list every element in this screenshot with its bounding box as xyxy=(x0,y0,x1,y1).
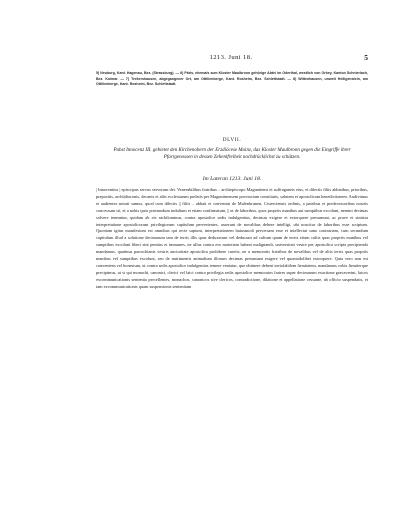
document-body xyxy=(96,187,368,291)
document-number: DLVII. xyxy=(222,137,242,143)
footnotes xyxy=(96,71,368,88)
document-dating: Im Lateran 1213. Juni 18. xyxy=(202,176,262,182)
page-number: 5 xyxy=(364,53,368,62)
running-head-date: 1213. Juni 18. xyxy=(209,54,253,61)
body-paragraph: | Innocentius | episcopus servus servorum dei. Venerabilibus fratribus .. archiepiscopo Maguntiensi et suffraganeis eius, et dilectis filiis abbatibus, prioribus, prepositis, archi|diaconis, decanis et aliis ecclesiarum prelatis per Maguntinensem provinciam constitutis, salutem et apostolicam benedictionem. Audivimus et audientes mirati sumus, quod cum dilectis || filiis .. abbati et conventui de Mulenbrunen, Cisterciensis ordinis, a patribus et predecessoribus nostris concessum sit, et a nobis ipsis postmodum indultum et etiam confirmatum, || ut de laboribus, quos propriis manibus aut sumptibus excolunt, nemini decimas solvere teneantur, quidam ab eis nichilominus, contra apostolice sedis indulgentias, decimas exigere et extorquere presumunt, ac prave et sinistra interpretatione apostolicorum privilegiorum capitulum pervertentes, asserunt de novalibus debere intelligi, ubi noscitur de laboribus esse scriptum. Quoniam igitur manifestum est omnibus qui recte sapiunt, interpretationem huiusmodi perversam esse et intellectui sano contrariam, cum secundum capitulum illud a solutione decimarum tam de terris illis quas deduxerunt vel deducunt ad cultum quam de terris etiam cultis quas propriis manibus vel sumptibus excolunt liberi sint penitus et immunes, ne ullus contra eos materiam habeat malignandi, universitati vestre per apostolica scripta precipiendo mandamus, quatinus parrochianis vestris auctoritate apostolica prohibere curetis, ne a memoratis fratribus de novalibus vel de aliis terris quas propriis manibus vel sumptibus excolunt, seu de nutrimentis animalium illorum decimas presumant exigere vel quomodolibet extorquere. Quia vero non est conveniens vel honestum, ut contra sedis apostolice indulgentias temere veniatur, que obtinere debent inviolabilem firmitatem, mandamus vobis firmiterque precipimus, ut si qui monachi, canonici, clerici vel laici contra privilegia sedis apostolice memoratos fratres super decimarum exactione gravaverint, laicos excommunicationis sententia percellentes, monachos, canonicos sive clericos, contradictione, dilatione et appellatione cessante, ab officio suspendatis, et tam excommunicationis quam suspensionis sententiam xyxy=(96,187,368,289)
running-head xyxy=(96,54,366,64)
document-regest: Pabst Innocenz III. gebietet den Kirchenobern der Erzdiöcese Mainz, das Kloster Maulbronn gegen die Eingriffe ihrer Pfarrgenossen in dessen Zehentfreiheit nachdrücklichst zu schützen. xyxy=(113,148,351,161)
footnote-block: 5) Neuburg, Kant. Hagenau, Bez. (Strassburg). — 6) Päris, ehemals zum Kloster Maulbronn gehörige Abtei im Oderthal, westlich von Orbey, Kanton Schnierlach, Bez. Kolmar. — 7) Treitershausen, abgegangener Ort, am Ottilienberge, Kant. Rosheim, Bez. Schlettstadt. — 8) Wittenhausen, unweit Heiligenstein, am Ottilienberge, Kant. Rosheim, Bez. Schlettstadt. xyxy=(96,71,368,87)
